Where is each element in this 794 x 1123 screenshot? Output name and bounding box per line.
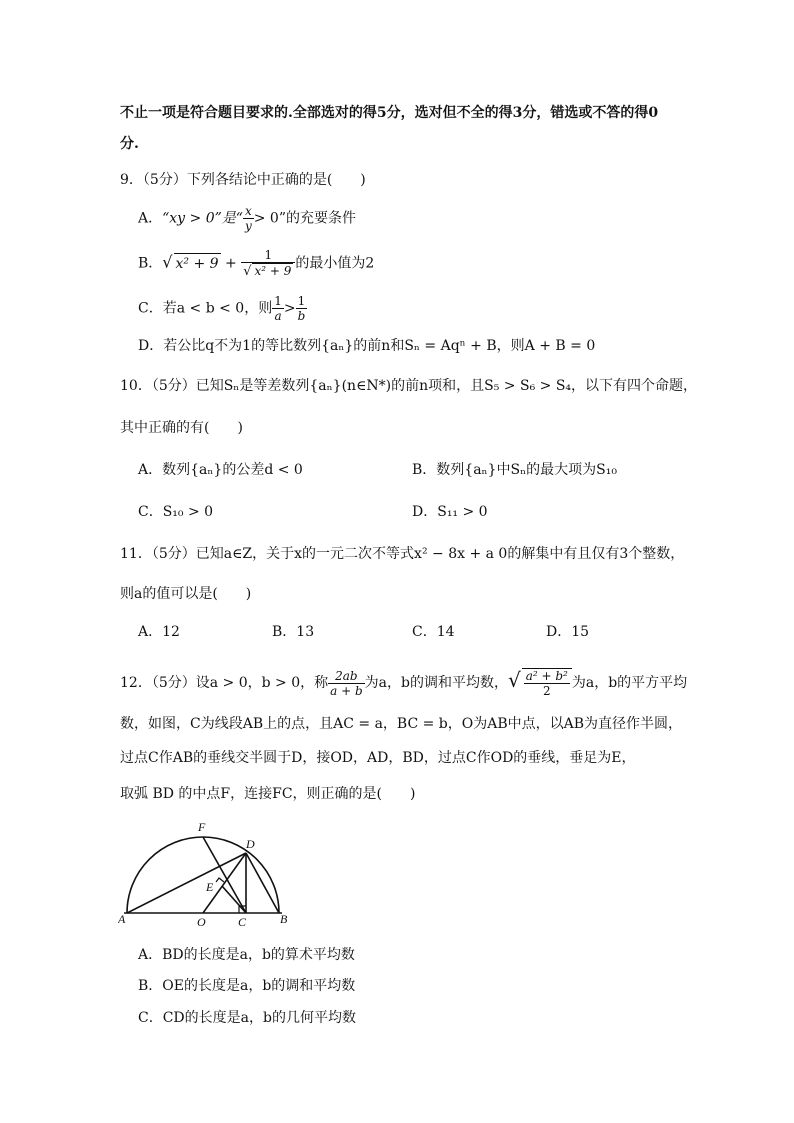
- q12-harmonic-num: 2ab: [328, 669, 365, 684]
- q9-b-plus: +: [225, 255, 237, 272]
- section-instruction-line1: 不止一项是符合题目要求的.全部选对的得5分，选对但不全的得3分，错选或不答的得0: [120, 105, 659, 121]
- q12-option-c: C．CD的长度是a，b的几何平均数: [138, 1010, 356, 1026]
- q9-stem: 9．（5分）下列各结论中正确的是( ): [120, 172, 366, 188]
- q12-line3: 过点C作AB的垂线交半圆于D，接OD，AD，BD，过点C作OD的垂线，垂足为E，: [120, 750, 636, 766]
- label-b: B: [280, 912, 288, 926]
- q9-c-fraction1: [272, 294, 284, 323]
- q9-a-text1: “xy > 0”是“: [162, 210, 243, 227]
- q12-quadratic-num: a² + b²: [525, 669, 568, 683]
- q12-quadratic-fraction: [524, 669, 570, 698]
- q9-a-num: x: [244, 204, 252, 218]
- q12-quadratic-den: 2: [542, 684, 551, 698]
- segment-fc: [203, 837, 246, 913]
- label-f: F: [198, 820, 206, 834]
- q12-stem: 12．（5分）设a > 0，b > 0，称 $\frac{2ab}{a + b}$ 为a，b的调和平均数，√ $\frac{\text{a² + b²}}{2}$ 为a，b的平方平均: [120, 668, 688, 698]
- q11-stem2: 则a的值可以是( ): [120, 586, 252, 602]
- q12-line4: 取弧 BD 的中点F，连接FC，则正确的是( ): [120, 786, 416, 802]
- q9-a-den: y: [244, 219, 252, 233]
- q10-option-a: A．数列{aₙ}的公差d < 0: [138, 462, 303, 478]
- q9-b-label: B．: [138, 255, 163, 272]
- q12-stem-mid: 为a，b的调和平均数，: [364, 675, 508, 691]
- label-o: O: [197, 915, 206, 927]
- q9-option-d: D．若公比q不为1的等比数列{aₙ}的前n和Sₙ = Aqⁿ + B，则A + B = 0: [138, 338, 596, 354]
- q9-b-radical: x² + 9: [174, 253, 221, 274]
- q9-option-b: B．√ x² + 9 + $\frac{1}{\text{√ x² + 9}}$ 的最小值为2: [138, 248, 375, 279]
- q9-b-text: 的最小值为2: [295, 255, 375, 272]
- q9-b-num: 1: [241, 248, 295, 263]
- q11-stem: 11．（5分）已知a∈Z，关于x的一元二次不等式x² − 8x + a 0的解集中有且仅有3个整数，: [120, 546, 685, 562]
- q10-stem2: 其中正确的有( ): [120, 420, 243, 436]
- q12-line2: 数，如图，C为线段AB上的点，且AC = a，BC = b，O为AB中点，以AB为直径作半圆，: [120, 716, 683, 732]
- q9-option-a: [138, 204, 356, 233]
- q9-c-label: C．: [138, 300, 163, 317]
- label-d: D: [246, 837, 255, 851]
- q9-c-gt: >: [283, 300, 296, 317]
- q9-a-text2: > 0”的充要条件: [253, 210, 356, 227]
- q11-option-d: D．15: [546, 624, 590, 640]
- q12-harmonic-fraction: [328, 669, 365, 698]
- label-e: E: [206, 880, 214, 894]
- q10-stem: 10．（5分）已知Sₙ是等差数列{aₙ}(n∈N*)的前n项和，且S₅ > S₆ > S₄，以下有四个命题，: [120, 378, 698, 394]
- q11-option-b: B．13: [272, 624, 315, 640]
- q9-option-c: [138, 294, 307, 323]
- semicircle-figure: [118, 815, 298, 927]
- label-a: A: [118, 912, 126, 926]
- label-c: C: [238, 915, 247, 927]
- q9-a-label: A．: [138, 210, 163, 227]
- q9-c-den2: b: [297, 309, 306, 323]
- q12-option-b: B．OE的长度是a，b的调和平均数: [138, 978, 356, 994]
- q9-c-den1: a: [274, 309, 282, 323]
- segment-bd: [246, 853, 279, 913]
- section-instruction-line2: 分.: [120, 136, 139, 152]
- q9-c-num2: 1: [296, 294, 308, 309]
- q11-option-a: A．12: [138, 624, 180, 640]
- segment-ce: [222, 886, 246, 913]
- q9-c-text1: 若a < b < 0，则: [162, 300, 273, 317]
- q10-option-b: B．数列{aₙ}中Sₙ的最大项为S₁₀: [412, 462, 617, 478]
- q10-option-d: D．S₁₁ > 0: [412, 504, 488, 520]
- q12-stem-post: 为a，b的平方平均: [571, 675, 688, 691]
- q9-b-fraction: $\frac{1}{\text{√ x² + 9}}$: [241, 248, 295, 279]
- q9-a-fraction: [243, 204, 254, 233]
- q12-harmonic-den: a + b: [330, 683, 363, 698]
- q12-stem-pre: 12．（5分）设a > 0，b > 0，称: [120, 675, 329, 691]
- q9-c-fraction2: [296, 294, 308, 323]
- q10-option-c: C．S₁₀ > 0: [138, 504, 214, 520]
- q9-c-num1: 1: [274, 294, 282, 308]
- q11-option-c: C．14: [412, 624, 455, 640]
- q12-option-a: A．BD的长度是a，b的算术平均数: [138, 947, 355, 963]
- q9-b-den-radical: x² + 9: [254, 264, 292, 278]
- right-angle-e: [216, 878, 224, 882]
